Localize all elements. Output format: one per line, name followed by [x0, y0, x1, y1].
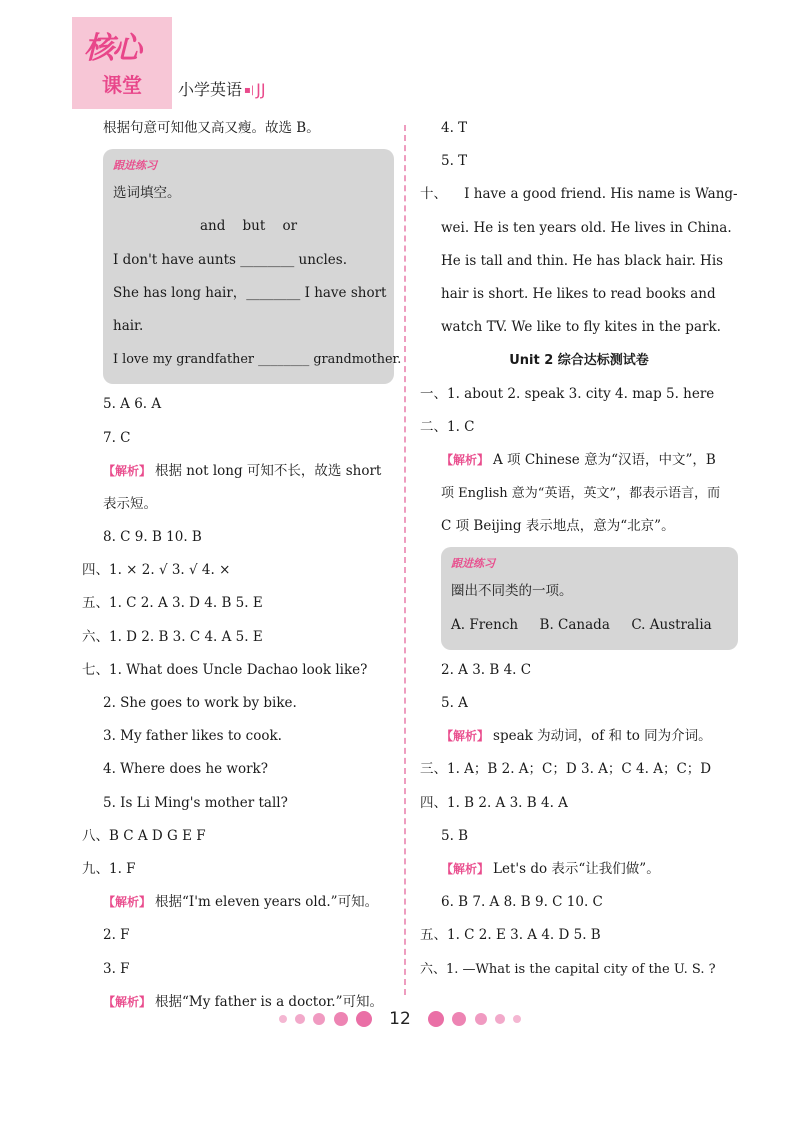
section-answer: 三、1. A；B 2. A；C；D 3. A；C 4. A；C；D	[420, 761, 712, 778]
analysis-line: 【解析】 根据 not long 可知不长，故选 short	[103, 462, 382, 479]
analysis-line: 项 English 意为“英语，英文”，都表示语言，而	[441, 486, 721, 502]
practice-question: I don't have aunts ________ uncles.	[113, 251, 348, 268]
answer-line: 根据句意可知他又高又瘦。故选 B。	[103, 120, 320, 136]
answer-line: 7. C	[103, 429, 131, 446]
unit-title: Unit 2 综合达标测试卷	[509, 353, 649, 369]
answer-line: 5. Is Li Ming's mother tall?	[103, 794, 288, 811]
answer-line: 3. My father likes to cook.	[103, 728, 282, 745]
analysis-tag: 【解析】	[103, 895, 152, 910]
logo-sub-text: 课堂	[102, 73, 142, 97]
footer-dot-icon	[295, 1014, 305, 1024]
section-answer: 十、 I have a good friend. His name is Wang-	[420, 186, 738, 203]
practice-instruction: 选词填空。	[113, 185, 181, 202]
answer-line: 2. F	[103, 927, 130, 944]
analysis-line: 【解析】 Let's do 表示“让我们做”。	[441, 860, 660, 877]
answer-line: watch TV. We like to fly kites in the park.	[441, 319, 721, 336]
answer-line: He is tall and thin. He has black hair. His	[441, 252, 724, 269]
answer-line: 5. T	[441, 153, 468, 170]
analysis-tag: 【解析】	[441, 729, 490, 744]
section-answer: 六、1. —What is the capital city of the U. S. ?	[420, 961, 716, 977]
subject-title: 小学英语	[178, 80, 243, 99]
page-number: 12	[389, 1008, 411, 1029]
practice-box	[441, 547, 738, 649]
footer-dot-icon	[428, 1011, 444, 1027]
answer-line: wei. He is ten years old. He lives in China.	[441, 219, 732, 236]
answer-line: 5. B	[441, 827, 469, 844]
left-column	[82, 112, 402, 1019]
section-answer: 二、1. C	[420, 418, 475, 435]
answer-line: 5. A 6. A	[103, 396, 162, 413]
footer-dot-icon	[495, 1014, 505, 1024]
section-answer: 四、1. × 2. √ 3. √ 4. ×	[82, 562, 231, 579]
answer-line: hair is short. He likes to read books and	[441, 285, 716, 302]
subject-header	[178, 77, 266, 100]
analysis-tag: 【解析】	[441, 861, 490, 876]
analysis-line: 【解析】 根据“My father is a doctor.”可知。	[103, 993, 383, 1010]
answer-line: 8. C 9. B 10. B	[103, 529, 202, 546]
footer-dot-icon	[356, 1011, 372, 1027]
section-answer: 四、1. B 2. A 3. B 4. A	[420, 794, 568, 811]
answer-line: 4. T	[441, 120, 468, 136]
analysis-tag: 【解析】	[103, 463, 152, 478]
section-answer: 七、1. What does Uncle Dachao look like?	[82, 661, 368, 678]
practice-box	[103, 149, 402, 384]
answer-line: 2. She goes to work by bike.	[103, 695, 297, 711]
answer-line: 2. A 3. B 4. C	[441, 661, 532, 678]
analysis-line: 【解析】 根据“I'm eleven years old.”可知。	[103, 894, 379, 911]
practice-options: A. French B. Canada C. Australia	[451, 616, 712, 633]
answer-line: 6. B 7. A 8. B 9. C 10. C	[441, 894, 603, 911]
page-footer	[0, 1008, 800, 1029]
section-answer: 五、1. C 2. E 3. A 4. D 5. B	[420, 927, 601, 944]
footer-dot-icon	[279, 1015, 287, 1023]
section-answer: 六、1. D 2. B 3. C 4. A 5. E	[82, 628, 263, 645]
analysis-tag: 【解析】	[103, 994, 152, 1009]
practice-question: She has long hair，________ I have short	[113, 284, 387, 301]
answer-line: 5. A	[441, 695, 468, 711]
column-divider	[404, 125, 406, 995]
analysis-line: 【解析】 speak 为动词，of 和 to 同为介词。	[441, 728, 712, 745]
footer-dot-icon	[475, 1013, 487, 1025]
logo	[72, 17, 172, 109]
practice-box-title: 跟进练习	[113, 159, 157, 173]
analysis-line: 【解析】 A 项 Chinese 意为“汉语，中文”，B	[441, 451, 716, 468]
logo-main-text: 核心	[84, 31, 140, 66]
practice-question: hair.	[113, 317, 144, 334]
edition-label: JJ	[256, 80, 266, 99]
footer-dot-icon	[452, 1012, 466, 1026]
analysis-tag: 【解析】	[441, 452, 490, 467]
answer-line: 3. F	[103, 960, 130, 977]
section-answer: 一、1. about 2. speak 3. city 4. map 5. here	[420, 385, 715, 402]
footer-dot-icon	[313, 1013, 325, 1025]
analysis-line: 表示短。	[103, 495, 157, 512]
analysis-line: C 项 Beijing 表示地点，意为“北京”。	[441, 518, 675, 535]
footer-dot-icon	[513, 1015, 521, 1023]
header-dots-icon: ▪|	[244, 85, 255, 96]
practice-box-title: 跟进练习	[451, 557, 495, 571]
footer-dot-icon	[334, 1012, 348, 1026]
section-answer: 八、B C A D G E F	[82, 827, 206, 844]
answer-line: 4. Where does he work?	[103, 761, 268, 778]
practice-question: I love my grandfather ________ grandmother.	[113, 352, 402, 368]
section-answer: 九、1. F	[82, 860, 136, 877]
right-column	[420, 112, 738, 986]
practice-word-choices: and but or	[199, 218, 298, 235]
section-answer: 五、1. C 2. A 3. D 4. B 5. E	[82, 595, 263, 612]
practice-instruction: 圈出不同类的一项。	[451, 583, 573, 600]
